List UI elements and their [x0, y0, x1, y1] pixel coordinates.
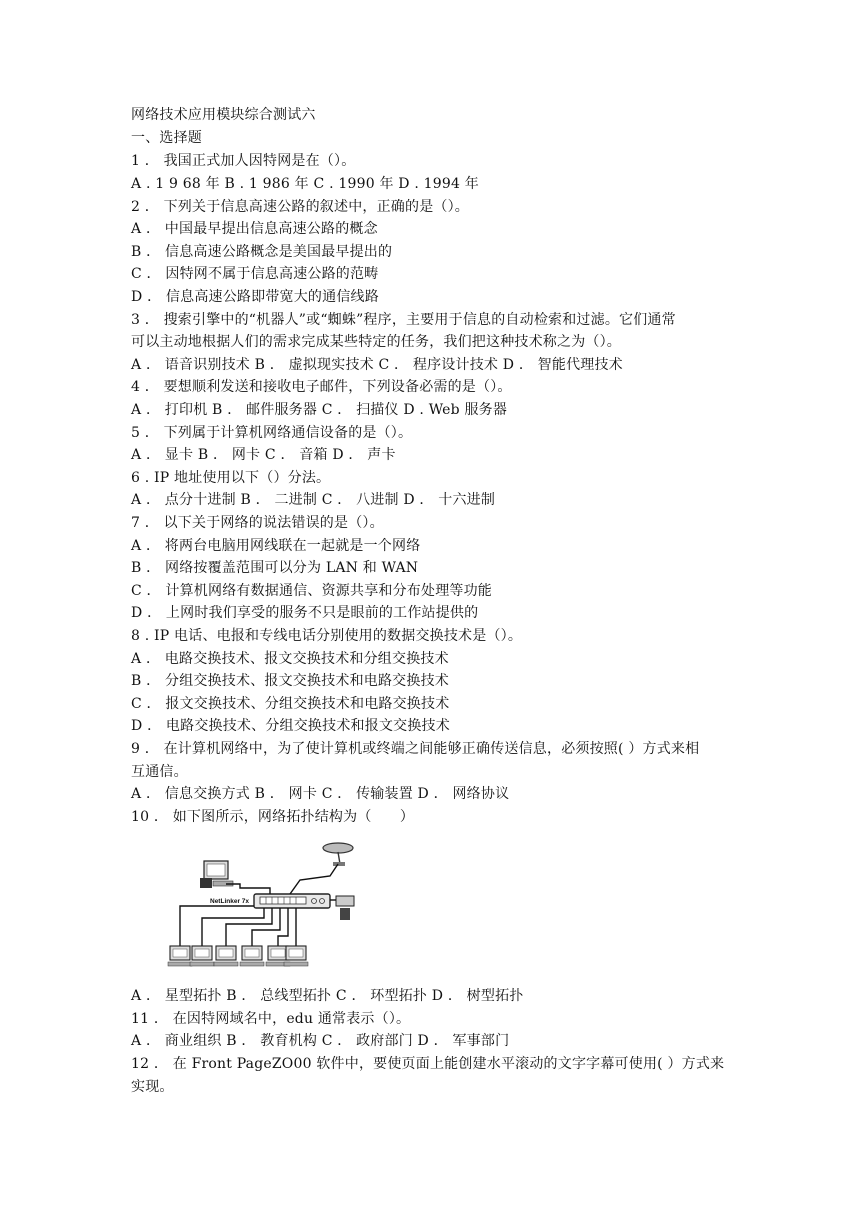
text-line: 可以主动地根据人们的需求完成某些特定的任务，我们把这种技术称之为（）。	[131, 334, 621, 350]
text-line: 6 . IP 地址使用以下（）分法。	[131, 470, 331, 486]
text-line: A ． 打印机 B ． 邮件服务器 C ． 扫描仪 D . Web 服务器	[131, 402, 508, 418]
text-line: A ． 点分十进制 B ． 二进制 C ． 八进制 D ． 十六进制	[131, 492, 496, 508]
document-title: 网络技术应用模块综合测试六	[131, 107, 316, 123]
text-line: D ． 电路交换技术、分组交换技术和报文交换技术	[131, 718, 450, 734]
computer-icon	[190, 946, 214, 966]
text-line: 10 ． 如下图所示，网络拓扑结构为（ ）	[131, 809, 415, 825]
text-line: 4 ． 要想顺利发送和接收电子邮件，下列设备必需的是（）。	[131, 379, 512, 395]
network-topology-figure	[160, 836, 370, 976]
text-line: B ． 网络按覆盖范围可以分为 LAN 和 WAN	[131, 560, 419, 576]
text-line: D ． 信息高速公路即带宽大的通信线路	[131, 289, 379, 305]
text-line: 12 ． 在 Front PageZO00 软件中，要使页面上能创建水平滚动的文字字幕可使用( ）方式来	[131, 1056, 725, 1072]
text-line: 7 ． 以下关于网络的说法错误的是（）。	[131, 515, 384, 531]
hub-label: NetLinker 7x	[210, 898, 250, 905]
text-line: A ． 电路交换技术、报文交换技术和分组交换技术	[131, 651, 449, 667]
text-line: B ． 分组交换技术、报文交换技术和电路交换技术	[131, 673, 449, 689]
computer-icon	[168, 946, 192, 966]
computer-icon	[214, 946, 238, 966]
text-line: A ． 信息交换方式 B ． 网卡 C ． 传输装置 D ． 网络协议	[131, 786, 510, 802]
text-line: A ． 星型拓扑 B ． 总线型拓扑 C ． 环型拓扑 D ． 树型拓扑	[131, 988, 524, 1004]
text-line: B ． 信息高速公路概念是美国最早提出的	[131, 244, 393, 260]
satellite-dish-icon	[323, 843, 353, 866]
text-line: 9 ． 在计算机网络中，为了使计算机或终端之间能够正确传送信息，必须按照( ）方式来相	[131, 741, 700, 757]
text-line: C ． 计算机网络有数据通信、资源共享和分布处理等功能	[131, 583, 493, 599]
section-heading: 一、选择题	[131, 130, 202, 146]
text-line: A ． 显卡 B ． 网卡 C ． 音箱 D ． 声卡	[131, 447, 396, 463]
text-line: 实现。	[131, 1079, 174, 1095]
text-line: C ． 因特网不属于信息高速公路的范畴	[131, 266, 379, 282]
text-line: 3 ． 搜索引擎中的“机器人”或“蜘蛛”程序，主要用于信息的自动检索和过滤。它们通常	[131, 312, 676, 328]
text-line: 8 . IP 电话、电报和专线电话分别使用的数据交换技术是（）。	[131, 628, 523, 644]
text-line: 5 ． 下列属于计算机网络通信设备的是（）。	[131, 425, 413, 441]
text-line: A ． 中国最早提出信息高速公路的概念	[131, 221, 378, 237]
text-line: A ． 语音识别技术 B ． 虚拟现实技术 C ． 程序设计技术 D ． 智能代理技术	[131, 357, 623, 373]
text-line: A ． 将两台电脑用网线联在一起就是一个网络	[131, 538, 421, 554]
text-line: A ． 商业组织 B ． 教育机构 C ． 政府部门 D ． 军事部门	[131, 1033, 510, 1049]
text-line: D ． 上网时我们享受的服务不只是眼前的工作站提供的	[131, 605, 479, 621]
network-diagram-image	[160, 836, 370, 976]
computer-icon	[284, 946, 308, 966]
text-line: 1 ． 我国正式加人因特网是在（）。	[131, 153, 356, 169]
computer-icon	[336, 896, 354, 920]
hub-icon	[254, 894, 330, 908]
text-line: C ． 报文交换技术、分组交换技术和电路交换技术	[131, 696, 450, 712]
text-line: 11 ． 在因特网域名中，edu 通常表示（）。	[131, 1011, 411, 1027]
computer-icon	[240, 946, 264, 966]
text-line: 互通信。	[131, 764, 188, 780]
text-line: 2 ． 下列关于信息高速公路的叙述中，正确的是（）。	[131, 199, 470, 215]
text-line: A . 1 9 68 年 B . 1 986 年 C . 1990 年 D . 1994 年	[131, 176, 479, 192]
